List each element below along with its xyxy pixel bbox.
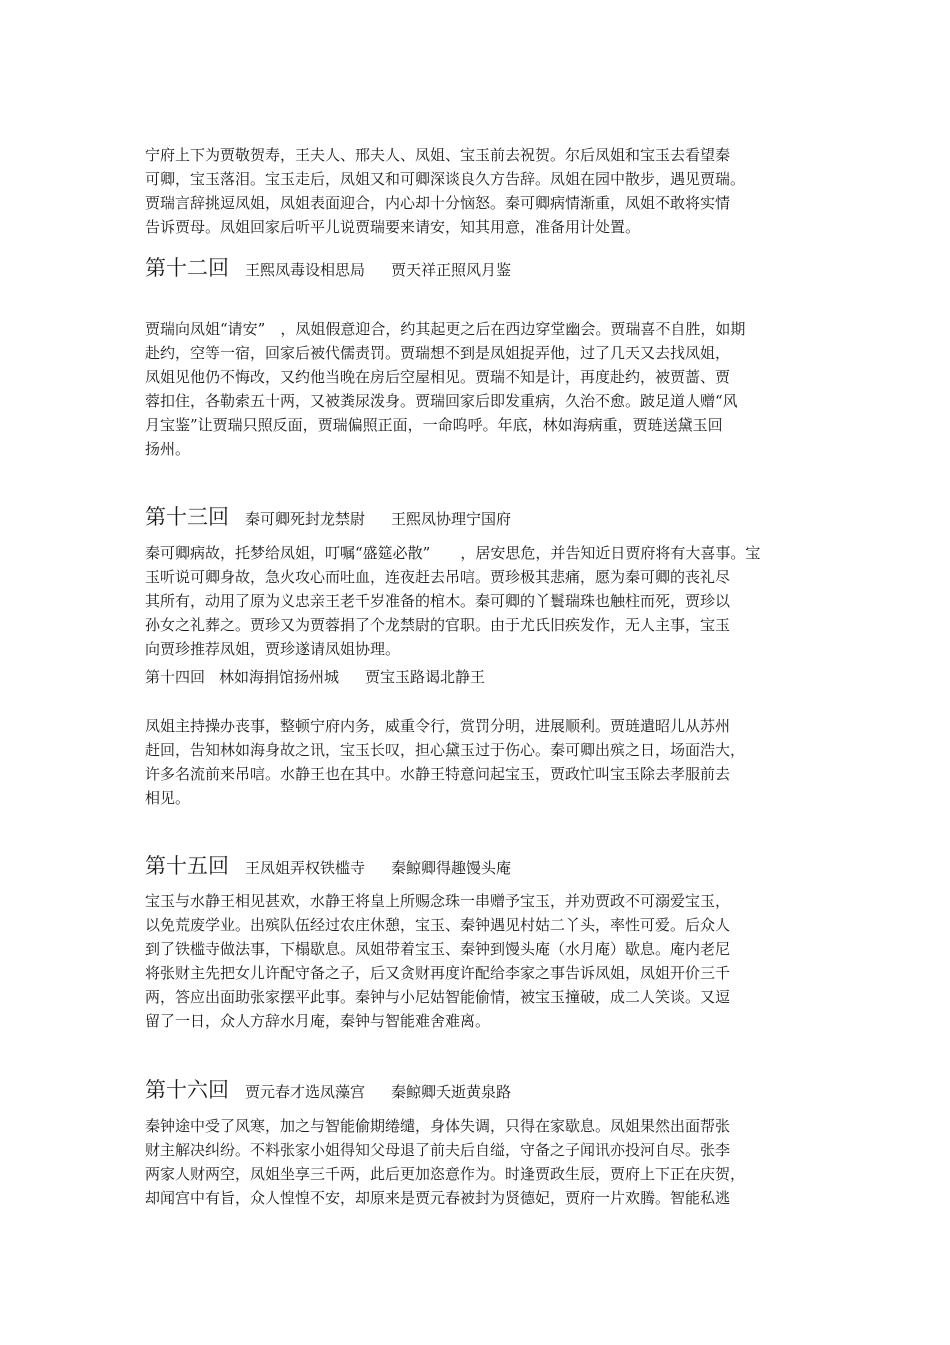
text-line: 秦钟途中受了风寒，加之与智能偷期绻缱，身体失调，只得在家歇息。凤姐果然出面帮张 (145, 1117, 731, 1135)
chapter-13-heading (145, 502, 511, 532)
paragraph-chapter-16 (145, 1114, 785, 1210)
paragraph-chapter-15 (145, 889, 785, 1033)
chapter-16-heading (145, 1075, 511, 1105)
text-line: 孙女之礼葬之。贾珍又为贾蓉捐了个龙禁尉的官职。由于尤氏旧疾发作，无人主事，宝玉 (145, 616, 731, 634)
text-line: 玉听说可卿身故，急火攻心而吐血，连夜赶去吊唁。贾珍极其悲痛，愿为秦可卿的丧礼尽 (145, 568, 731, 586)
text-line: 留了一日，众人方辞水月庵，秦钟与智能难舍难离。 (145, 1012, 491, 1030)
text-line: 秦可卿病故，托梦给凤姐，叮嘱“盛筵必散” ，居安思危，并告知近日贾府将有大喜事。宝 (145, 544, 761, 562)
text-line: 许多名流前来吊唁。水静王也在其中。水静王特意问起宝玉，贾政忙叫宝玉除去孝服前去 (145, 765, 731, 783)
text-line: 两家人财两空，凤姐坐享三千两，此后更加恣意作为。时逢贾政生辰，贾府上下正在庆贺， (145, 1165, 746, 1183)
text-line: 月宝鉴”让贾瑞只照反面，贾瑞偏照正面，一命呜呼。年底，林如海病重，贾琏送黛玉回 (145, 416, 723, 434)
text-line: 其所有，动用了原为义忠亲王老千岁准备的棺木。秦可卿的丫鬟瑞珠也触柱而死，贾珍以 (145, 592, 731, 610)
text-line: 凤姐主持操办丧事，整顿宁府内务，威重令行，赏罚分明，进展顺利。贾琏遣昭儿从苏州 (145, 717, 731, 735)
paragraph-chapter-11-summary (145, 143, 785, 239)
text-line: 向贾珍推荐凤姐，贾珍遂请凤姐协理。 (145, 640, 401, 658)
chapter-title-second: 王熙凤协理宁国府 (391, 510, 512, 528)
text-line: 告诉贾母。凤姐回家后听平儿说贾瑞要来请安，知其用意，准备用计处置。 (145, 218, 641, 236)
text-line: 宁府上下为贾敬贺寿，王夫人、邢夫人、凤姐、宝玉前去祝贺。尔后凤姐和宝玉去看望秦 (145, 146, 731, 164)
chapter-12-heading (145, 253, 511, 283)
text-line: 却闻宫中有旨，众人惶惶不安，却原来是贾元春被封为贤德妃，贾府一片欢腾。智能私逃 (145, 1189, 731, 1207)
chapter-title-first: 王熙凤毒设相思局 (245, 261, 366, 279)
text-line: 赶回，告知林如海身故之讯，宝玉长叹，担心黛玉过于伤心。秦可卿出殡之日，场面浩大， (145, 741, 746, 759)
text-line: 贾瑞言辞挑逗凤姐，凤姐表面迎合，内心却十分恼怒。秦可卿病情渐重，凤姐不敢将实情 (145, 194, 731, 212)
text-line: 相见。 (145, 789, 191, 807)
chapter-number: 第十五回 (145, 854, 229, 878)
text-line: 蓉扣住，各勒索五十两，又被粪尿泼身。贾瑞回家后即发重病，久治不愈。跛足道人赠“风 (145, 392, 738, 410)
chapter-number: 第十二回 (145, 256, 229, 280)
chapter-number: 第十三回 (145, 505, 229, 529)
chapter-title-second: 秦鲸卿得趣馒头庵 (391, 859, 512, 877)
text-line: 可卿，宝玉落泪。宝玉走后，凤姐又和可卿深谈良久方告辞。凤姐在园中散步，遇见贾瑞。 (145, 170, 746, 188)
text-line: 贾瑞向凤姐“请安” ，凤姐假意迎合，约其起更之后在西边穿堂幽会。贾瑞喜不自胜，如期 (145, 320, 746, 338)
paragraph-chapter-12 (145, 317, 785, 461)
chapter-title-first: 秦可卿死封龙禁尉 (245, 510, 366, 528)
paragraph-chapter-14 (145, 714, 785, 810)
chapter-title-first: 林如海捐馆扬州城 (219, 668, 340, 686)
chapter-15-heading (145, 851, 511, 881)
text-line: 凤姐见他仍不悔改，又约他当晚在房后空屋相见。贾瑞不知是计，再度赴约，被贾蔷、贾 (145, 368, 731, 386)
chapter-title-first: 贾元春才选凤藻宫 (245, 1083, 366, 1101)
chapter-title-first: 王凤姐弄权铁槛寺 (245, 859, 366, 877)
chapter-14-heading (145, 665, 485, 689)
text-line: 赴约，空等一宿，回家后被代儒责罚。贾瑞想不到是凤姐捉弄他，过了几天又去找凤姐， (145, 344, 731, 362)
text-line: 宝玉与水静王相见甚欢，水静王将皇上所赐念珠一串赠予宝玉，并劝贾政不可溺爱宝玉， (145, 892, 731, 910)
text-line: 到了铁槛寺做法事，下榻歇息。凤姐带着宝玉、秦钟到馒头庵（水月庵）歇息。庵内老尼 (145, 940, 731, 958)
chapter-title-second: 贾宝玉路谒北静王 (365, 668, 486, 686)
text-line: 将张财主先把女儿许配守备之子，后又贪财再度许配给李家之事告诉凤姐，凤姐开价三千 (145, 964, 731, 982)
chapter-title-second: 秦鲸卿夭逝黄泉路 (391, 1083, 512, 1101)
text-line: 扬州。 (145, 440, 191, 458)
chapter-number: 第十四回 (145, 668, 206, 686)
chapter-number: 第十六回 (145, 1078, 229, 1102)
chapter-title-second: 贾天祥正照风月鉴 (391, 261, 512, 279)
text-line: 财主解决纠纷。不料张家小姐得知父母退了前夫后自缢，守备之子闻讯亦投河自尽。张李 (145, 1141, 731, 1159)
text-line: 两，答应出面助张家摆平此事。秦钟与小尼姑智能偷情，被宝玉撞破，成二人笑谈。又逗 (145, 988, 731, 1006)
paragraph-chapter-13 (145, 541, 785, 661)
text-line: 以免荒废学业。出殡队伍经过农庄休憩，宝玉、秦钟遇见村姑二丫头，率性可爱。后众人 (145, 916, 731, 934)
